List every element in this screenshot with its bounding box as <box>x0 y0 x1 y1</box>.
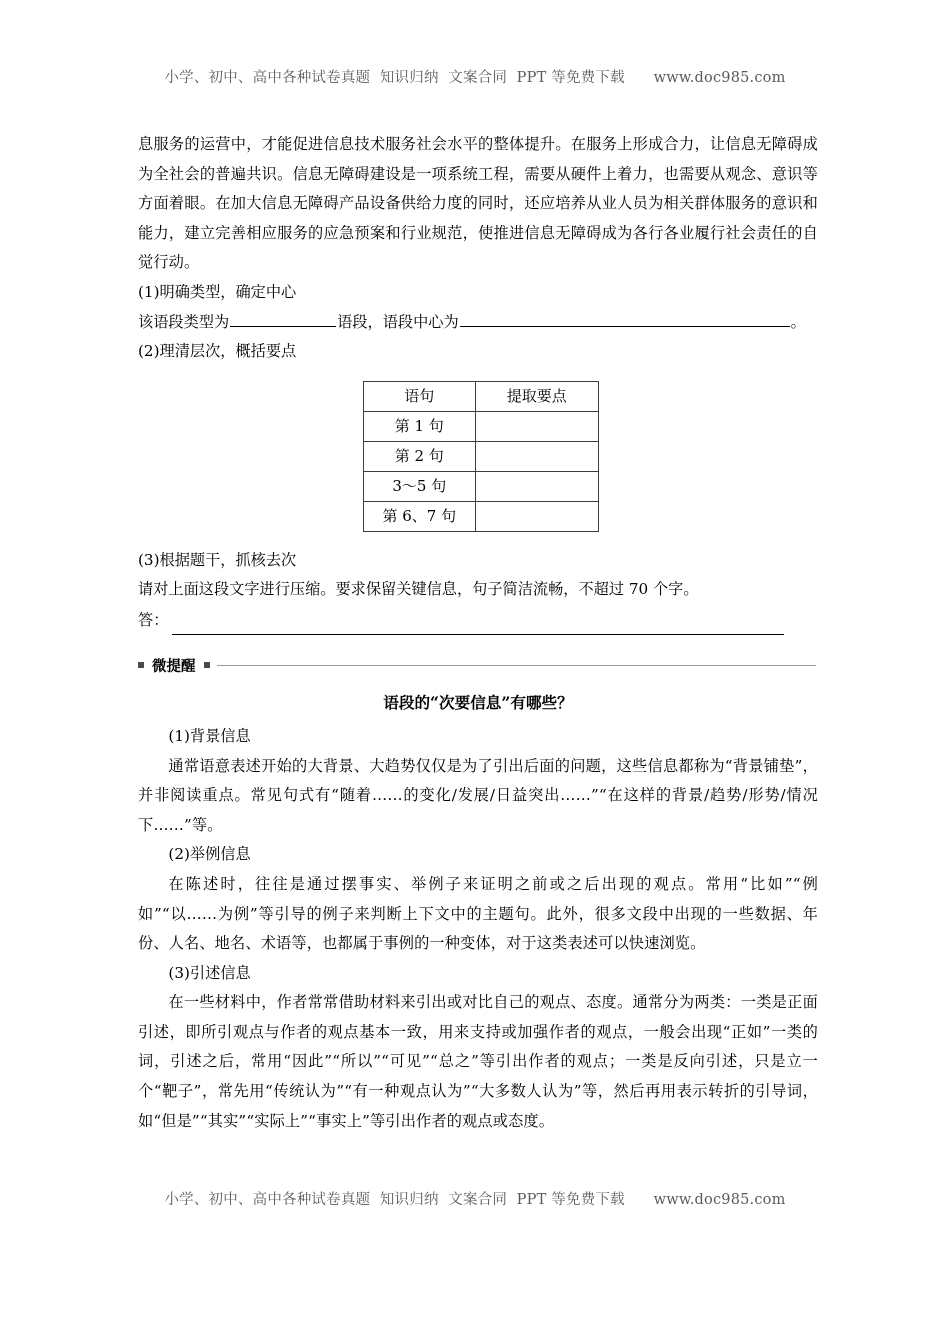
answer-line <box>138 605 818 635</box>
answer-label: 答： <box>138 610 169 629</box>
tip-section-body-2: 在陈述时，往往是通过摆事实、举例子来证明之前或之后出现的观点。常用“比如”“例如”“以……为例”等引导的例子来判断上下文中的主题句。此外，很多文段中出现的一些数据、年份、人名、地名、术语等，也都属于事例的一种变体，对于这类表述可以快速浏览。 <box>138 874 818 953</box>
type-blank-input[interactable] <box>230 312 336 327</box>
step1-fill-middle: 语段，语段中心为 <box>337 312 459 331</box>
step1-fill-line <box>138 308 818 338</box>
square-bullet-icon <box>138 662 144 668</box>
tip-badge-label: 微提醒 <box>152 658 196 675</box>
table-cell-sentence: 第 6、7 句 <box>364 501 476 531</box>
tip-section-heading-2: (2)举例信息 <box>168 845 251 864</box>
tip-section-heading-3: (3)引述信息 <box>168 963 251 982</box>
square-bullet-icon <box>204 662 210 668</box>
extract-table-wrapper <box>138 381 818 532</box>
table-cell-sentence: 第 1 句 <box>364 411 476 441</box>
table-cell-points-input[interactable] <box>475 441 598 471</box>
table-header-cell-sentence: 语句 <box>364 381 476 411</box>
center-blank-input[interactable] <box>460 312 790 327</box>
table-cell-sentence: 3～5 句 <box>364 471 476 501</box>
step3-prompt: 请对上面这段文字进行压缩。要求保留关键信息，句子简洁流畅，不超过 70 个字。 <box>138 580 699 599</box>
step1-fill-prefix: 该语段类型为 <box>138 312 230 331</box>
table-row <box>364 411 599 441</box>
header-watermark: 小学、初中、高中各种试卷真题 知识归纳 文案合同 PPT 等免费下载 www.doc985.com <box>164 70 786 86</box>
table-row <box>364 471 599 501</box>
table-header-cell-points: 提取要点 <box>475 381 598 411</box>
footer-watermark: 小学、初中、高中各种试卷真题 知识归纳 文案合同 PPT 等免费下载 www.doc985.com <box>164 1192 786 1208</box>
tip-section-heading-1: (1)背景信息 <box>168 726 251 745</box>
table-cell-points-input[interactable] <box>475 411 598 441</box>
passage-paragraph: 息服务的运营中，才能促进信息技术服务社会水平的整体提升。在服务上形成合力，让信息无障碍成为全社会的普遍共识。信息无障碍建设是一项系统工程，需要从硬件上着力，也需要从观念、意识等方面着眼。在加大信息无障碍产品设备供给力度的同时，还应培养从业人员为相关群体服务的意识和能力，建立完善相应服务的应急预案和行业规范，使推进信息无障碍成为各行各业履行社会责任的自觉行动。 <box>138 135 818 272</box>
tip-title: 语段的“次要信息”有哪些？ <box>383 692 573 712</box>
table-row <box>364 501 599 531</box>
table-row <box>364 441 599 471</box>
table-header-row <box>364 381 599 411</box>
table-cell-sentence: 第 2 句 <box>364 441 476 471</box>
tip-divider <box>217 665 817 666</box>
step1-fill-end: 。 <box>790 312 806 331</box>
step3-heading: (3)根据题干，抓核去次 <box>138 550 297 569</box>
extract-table <box>363 381 599 532</box>
step2-heading: (2)理清层次，概括要点 <box>138 342 297 361</box>
tip-section-body-1: 通常语意表述开始的大背景、大趋势仅仅是为了引出后面的问题，这些信息都称为“背景铺垫”，并非阅读重点。常见句式有“随着……的变化/发展/日益突出……”“在这样的背景/趋势/形势/情况下……”等。 <box>138 756 818 834</box>
answer-blank-input[interactable] <box>172 620 784 635</box>
table-cell-points-input[interactable] <box>475 471 598 501</box>
tip-section-body-3: 在一些材料中，作者常常借助材料来引出或对比自己的观点、态度。通常分为两类：一类是正面引述，即所引观点与作者的观点基本一致，用来支持或加强作者的观点，一般会出现“正如”一类的词，引述之后，常用“因此”“所以”“可见”“总之”等引出作者的观点；一类是反向引述，只是立一个“靶子”，常先用“传统认为”“有一种观点认为”“大多数人认为”等，然后再用表示转折的引导词，如“但是”“其实”“实际上”“事实上”等引出作者的观点或态度。 <box>138 993 818 1130</box>
document-content <box>138 130 818 1136</box>
step1-heading: (1)明确类型，确定中心 <box>138 282 297 301</box>
table-cell-points-input[interactable] <box>475 501 598 531</box>
tip-header <box>138 655 818 676</box>
